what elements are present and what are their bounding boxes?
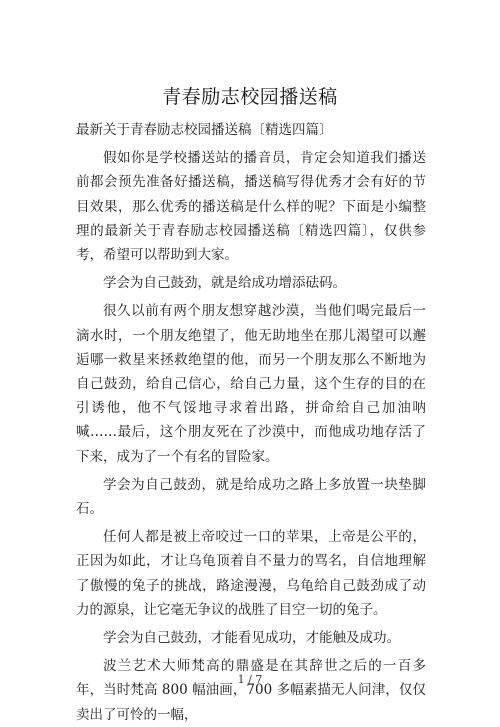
paragraph-intro: 假如你是学校播送站的播音员，肯定会知道我们播送前都会预先准备好播送稿，播送稿写得优秀才会有好的节目效果，那么优秀的播送稿是什么样的呢？下面是小编整理的最新关于青春励志校园播送稿〔精选四篇〕，仅供参考，希望可以帮助到大家。 [76, 150, 426, 264]
page-number: 1 / 7 [237, 673, 263, 686]
paragraph-theme-1: 学会为自己鼓劲，就是给成功增添砝码。 [103, 275, 346, 292]
paragraph-desert-story: 很久以前有两个朋友想穿越沙漠，当他们喝完最后一滴水时，一个朋友绝望了，他无助地坐在那儿渴望可以邂逅哪一救星来拯救绝望的他，而另一个朋友那么不断地为自己鼓劲，给自己信心，给自己力量，这个生存的目的在引诱他，他不气馁地寻求着出路，拼命给自己加油呐喊……最后，这个朋友死在了沙漠中，而他成功地存活了下来，成为了一个有名的冒险家。 [76, 303, 426, 465]
document-subtitle: 最新关于青春励志校园播送稿〔精选四篇〕 [76, 122, 333, 138]
paragraph-van-gogh: 波兰艺术大师梵高的鼎盛是在其辞世之后的一百多年，当时梵高 800 幅油画，700 多幅素描无人问津，仅仅卖出了可怜的一幅， [76, 658, 426, 723]
paragraph-tortoise-story: 任何人都是被上帝咬过一口的苹果，上帝是公平的，正因为如此，才让乌龟顶着自不量力的骂名，自信地理解了傲慢的兔子的挑战，路途漫漫，乌龟给自己鼓劲成了动力的源泉，让它毫无争议的战胜了目空一切的兔子。 [76, 529, 426, 618]
paragraph-theme-2: 学会为自己鼓劲，就是给成功之路上多放置一块垫脚石。 [76, 476, 426, 518]
paragraph-theme-3: 学会为自己鼓劲，才能看见成功，才能触及成功。 [103, 630, 400, 647]
document-title: 青春励志校园播送稿 [162, 86, 338, 108]
document-body [76, 118, 426, 727]
